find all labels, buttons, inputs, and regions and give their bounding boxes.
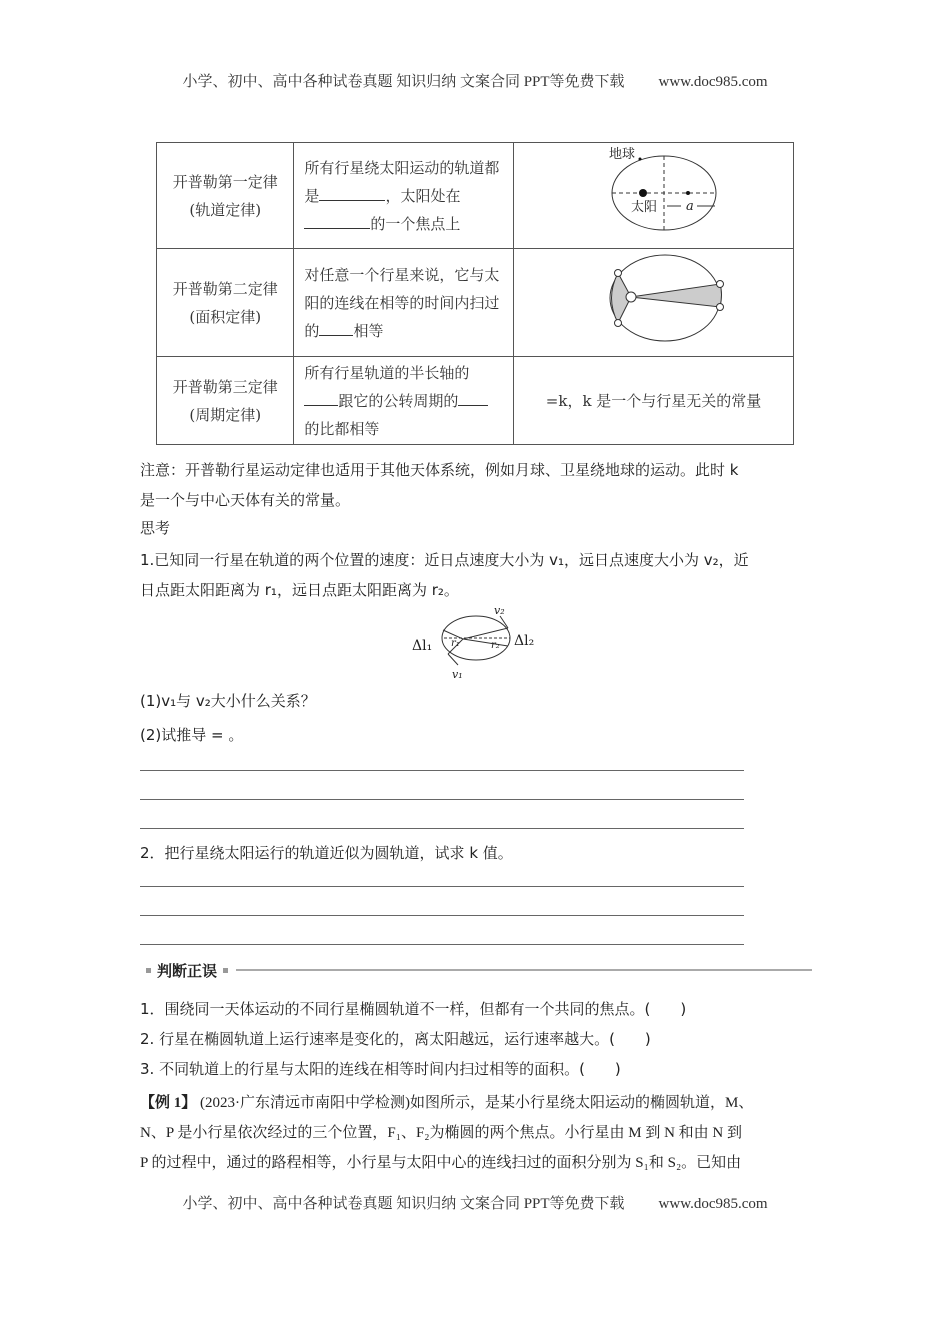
orbit-speed-diagram-icon: [408, 602, 548, 682]
note-line1: 注意：开普勒行星运动定律也适用于其他天体系统，例如月球、卫星绕地球的运动。此时 k: [140, 461, 739, 479]
answer-line[interactable]: [140, 770, 744, 771]
answer-line[interactable]: [140, 944, 744, 945]
kepler-laws-table: [156, 142, 794, 445]
orbit-diagram-cell: [514, 143, 794, 249]
area-law-diagram-cell: [514, 249, 794, 357]
example-1-line3: P 的过程中，通过的路程相等，小行星与太阳中心的连线扫过的面积分别为 S₁和 S₂。已知由: [140, 1155, 742, 1171]
svg-text:地球: 地球: [608, 147, 635, 162]
answer-line[interactable]: [140, 915, 744, 916]
divider: [236, 969, 812, 971]
fill-blank: [319, 319, 353, 336]
page-header: [0, 70, 950, 91]
square-bullet-icon: [146, 968, 151, 973]
fill-blank: [304, 212, 370, 229]
example-label: 【例 1】: [140, 1095, 197, 1111]
svg-text:Δl₂: Δl₂: [514, 633, 535, 649]
question-1-line2: 日点距太阳距离为 r₁，远日点距太阳距离为 r₂。: [140, 581, 459, 599]
table-row: [157, 249, 794, 357]
think-title: 思考: [140, 519, 171, 537]
sub-question-1: (1)v₁与 v₂大小什么关系？: [140, 692, 316, 710]
judge-item: 2. 行星在椭圆轨道上运行速率是变化的，离太阳越远，运行速率越大。( ): [140, 1030, 651, 1048]
answer-line[interactable]: [140, 828, 744, 829]
law-name: 开普勒第一定律(轨道定律): [157, 143, 294, 249]
svg-text:r₁: r₁: [451, 638, 460, 649]
judge-item: 3. 不同轨道上的行星与太阳的连线在相等时间内扫过相等的面积。( ): [140, 1060, 621, 1078]
law-description: 对任意一个行星来说，它与太阳的连线在相等的时间内扫过的 相等: [294, 249, 514, 357]
formula: =k，k 是一个与行星无关的常量: [514, 357, 794, 445]
square-bullet-icon: [223, 968, 228, 973]
svg-text:太阳: 太阳: [630, 200, 657, 215]
fill-blank: [304, 389, 338, 406]
example-1-line1: 【例 1】 (2023·广东清远市南阳中学检测)如图所示，是某小行星绕太阳运动的椭圆轨道，M、: [140, 1095, 754, 1111]
svg-text:Δl₁: Δl₁: [412, 638, 433, 654]
judge-item: 1．围绕同一天体运动的不同行星椭圆轨道不一样，但都有一个共同的焦点。( ): [140, 1000, 687, 1018]
table-row: [157, 143, 794, 249]
law-description: 所有行星轨道的半长轴的 跟它的公转周期的 的比都相等: [294, 357, 514, 445]
question-2: 2．把行星绕太阳运行的轨道近似为圆轨道，试求 k 值。: [140, 844, 513, 862]
svg-text:a: a: [685, 199, 694, 214]
section-header-judge: [140, 960, 812, 980]
fill-blank: [319, 184, 385, 201]
ellipse-orbit-icon: [525, 143, 783, 239]
example-source: (2023·广东清远市南阳中学检测): [200, 1095, 411, 1111]
table-row: [157, 357, 794, 445]
law-description: 所有行星绕太阳运动的轨道都是 ，太阳处在 的一个焦点上: [294, 143, 514, 249]
law-name: 开普勒第三定律(周期定律): [157, 357, 294, 445]
svg-text:r₂: r₂: [491, 640, 500, 651]
sub-question-2: (2)试推导 = 。: [140, 726, 244, 744]
svg-text:v₂: v₂: [494, 604, 505, 617]
law-name: 开普勒第二定律(面积定律): [157, 249, 294, 357]
footer-text: 小学、初中、高中各种试卷真题 知识归纳 文案合同 PPT等免费下载: [182, 1196, 625, 1212]
answer-line[interactable]: [140, 886, 744, 887]
page-footer: [0, 1192, 950, 1213]
fill-blank: [458, 389, 488, 406]
area-law-icon: [525, 249, 783, 347]
note-line2: 是一个与中心天体有关的常量。: [140, 491, 351, 509]
answer-line[interactable]: [140, 799, 744, 800]
section-title: 判断正误: [157, 961, 218, 980]
svg-text:v₁: v₁: [452, 668, 463, 681]
header-site: www.doc985.com: [658, 74, 768, 90]
example-1-line2: N、P 是小行星依次经过的三个位置，F₁、F₂为椭圆的两个焦点。小行星由 M 到 N 和由 N 到: [140, 1125, 743, 1141]
header-text: 小学、初中、高中各种试卷真题 知识归纳 文案合同 PPT等免费下载: [182, 74, 625, 90]
question-1-line1: 1.已知同一行星在轨道的两个位置的速度：近日点速度大小为 v₁，远日点速度大小为 v₂，近: [140, 551, 749, 569]
footer-site: www.doc985.com: [658, 1196, 768, 1212]
